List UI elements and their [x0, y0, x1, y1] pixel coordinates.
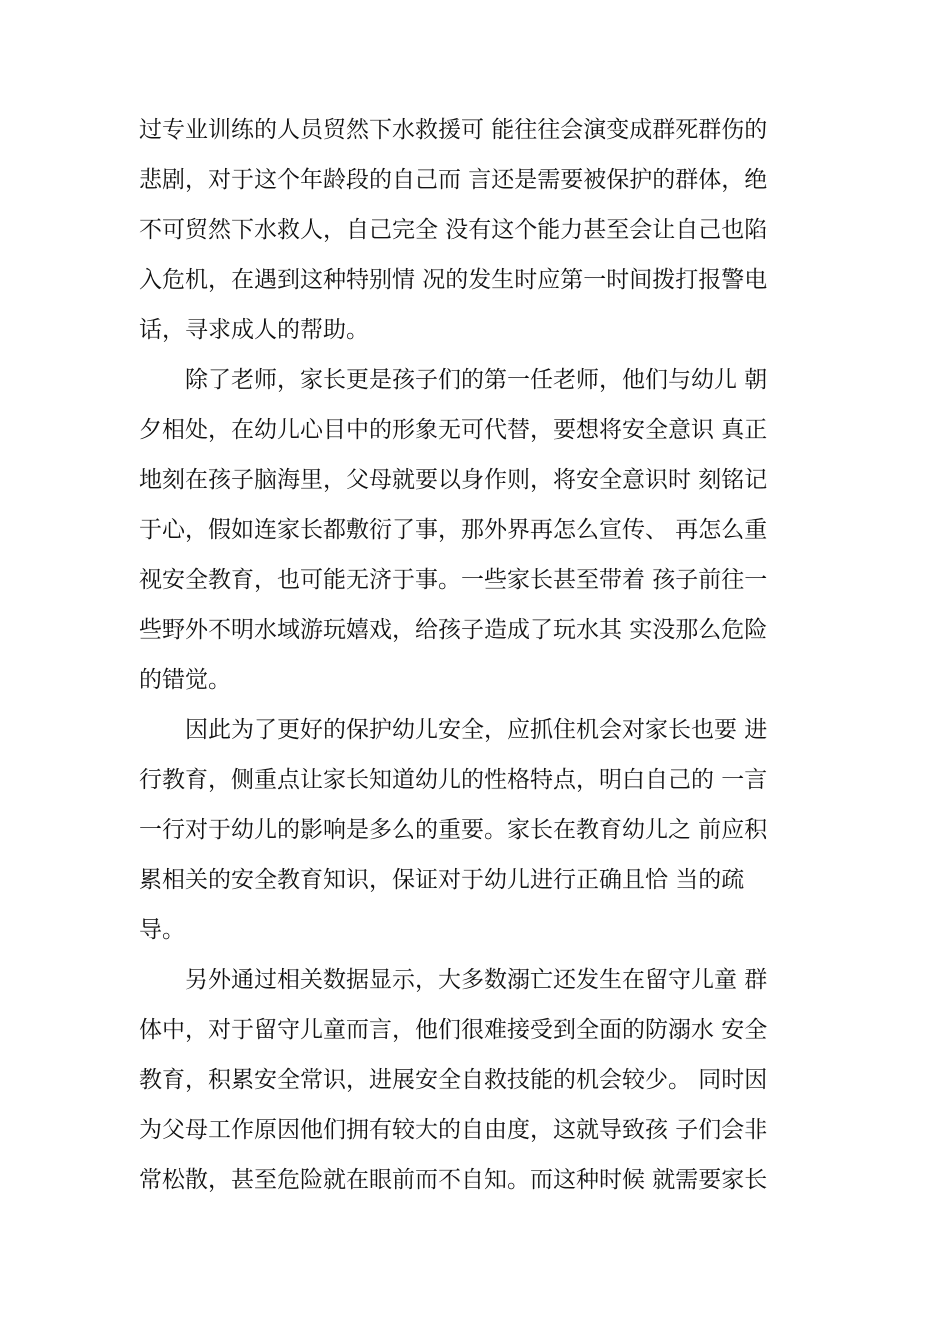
paragraph — [139, 355, 829, 705]
text-line: 为父母工作原因他们拥有较大的自由度，这就导致孩 子们会非 — [139, 1117, 768, 1143]
text-line: 累相关的安全教育知识，保证对于幼儿进行正确且恰 当的疏 — [139, 867, 745, 893]
paragraph — [139, 105, 829, 355]
text-line: 因此为了更好的保护幼儿安全，应抓住机会对家长也要 进 — [185, 717, 768, 743]
text-line: 些野外不明水域游玩嬉戏，给孩子造成了玩水其 实没那么危险 — [139, 617, 768, 643]
text-line: 一行对于幼儿的影响是多么的重要。家长在教育幼儿之 前应积 — [139, 817, 768, 843]
text-line: 另外通过相关数据显示，大多数溺亡还发生在留守儿童 群 — [185, 967, 768, 993]
text-line: 导。 — [139, 917, 185, 943]
paragraph — [139, 955, 829, 1205]
text-line: 过专业训练的人员贸然下水救援可 能往往会演变成群死群伤的 — [139, 117, 768, 143]
text-line: 视安全教育，也可能无济于事。一些家长甚至带着 孩子前往一 — [139, 567, 768, 593]
text-line: 话，寻求成人的帮助。 — [139, 317, 369, 343]
document-body — [139, 105, 829, 1205]
text-line: 夕相处，在幼儿心目中的形象无可代替，要想将安全意识 真正 — [139, 417, 768, 443]
text-line: 除了老师，家长更是孩子们的第一任老师，他们与幼儿 朝 — [185, 367, 768, 393]
text-line: 于心，假如连家长都敷衍了事，那外界再怎么宣传、 再怎么重 — [139, 517, 768, 543]
text-line: 的错觉。 — [139, 667, 231, 693]
text-line: 体中，对于留守儿童而言，他们很难接受到全面的防溺水 安全 — [139, 1017, 768, 1043]
text-line: 入危机，在遇到这种特别情 况的发生时应第一时间拨打报警电 — [139, 267, 768, 293]
text-line: 地刻在孩子脑海里，父母就要以身作则，将安全意识时 刻铭记 — [139, 467, 768, 493]
text-line: 常松散，甚至危险就在眼前而不自知。而这种时候 就需要家长 — [139, 1167, 768, 1193]
text-line: 行教育，侧重点让家长知道幼儿的性格特点，明白自己的 一言 — [139, 767, 768, 793]
paragraph — [139, 705, 829, 955]
text-line: 悲剧，对于这个年龄段的自己而 言还是需要被保护的群体，绝 — [139, 167, 768, 193]
text-line: 教育，积累安全常识，进展安全自救技能的机会较少。 同时因 — [139, 1067, 768, 1093]
text-line: 不可贸然下水救人，自己完全 没有这个能力甚至会让自己也陷 — [139, 217, 768, 243]
